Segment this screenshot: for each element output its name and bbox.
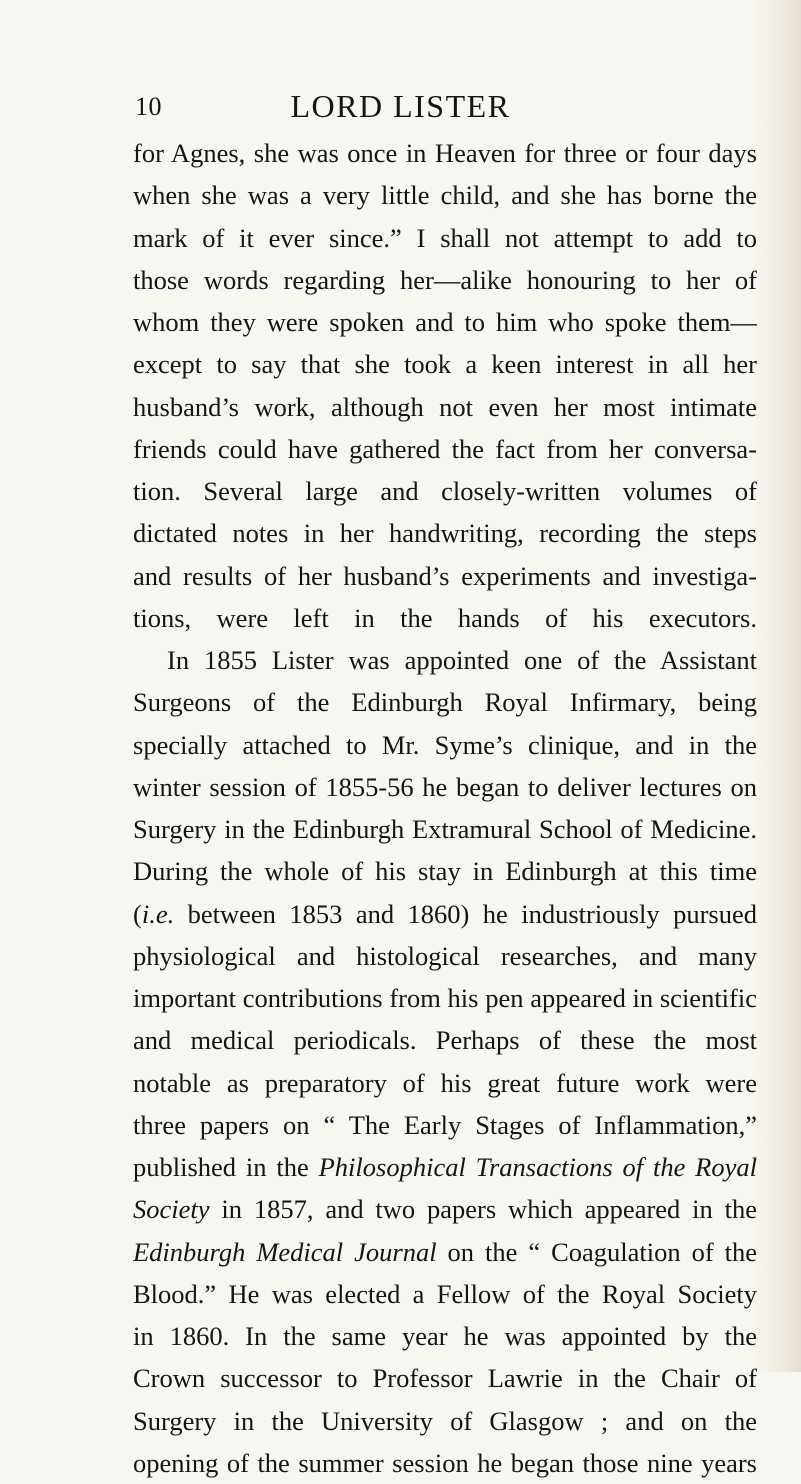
italic-text: Philosophical Transactions of the Royal xyxy=(318,1152,757,1182)
text-line xyxy=(133,1104,757,1146)
text-segment: Blood.” He was elected a Fellow of the Royal Society xyxy=(133,1278,757,1309)
text-line xyxy=(133,1357,757,1399)
text-segment: between 1853 and 1860) he industriously pursued xyxy=(174,898,757,929)
text-segment: husband’s work, although not even her most intimate xyxy=(133,391,757,422)
text-segment: whom they were spoken and to him who spoke them— xyxy=(133,307,757,337)
text-line xyxy=(133,386,757,428)
text-segment: friends could have gathered the fact from her conversa- xyxy=(133,433,757,464)
text-segment: tion. Several large and closely-written volumes of xyxy=(133,476,757,506)
running-head: LORD LISTER xyxy=(290,88,511,124)
text-line xyxy=(133,470,757,512)
text-segment: and medical periodicals. Perhaps of these the most xyxy=(133,1025,757,1056)
text-line xyxy=(133,1231,757,1273)
text-segment: winter session of 1855-56 he began to deliver lectures on xyxy=(133,771,757,802)
text-segment: In 1855 Lister was appointed one of the Assistant xyxy=(167,645,757,675)
text-line xyxy=(133,808,757,850)
text-line xyxy=(133,1273,757,1315)
body-text xyxy=(133,132,757,1484)
text-segment: except to say that she took a keen interest in all her xyxy=(133,349,757,380)
text-line xyxy=(133,428,757,470)
text-segment: ( xyxy=(133,898,142,929)
italic-text: Society xyxy=(133,1194,210,1225)
text-segment: Surgery in the University of Glasgow ; and on the xyxy=(133,1405,757,1436)
text-line xyxy=(133,850,757,892)
text-line xyxy=(133,893,757,935)
text-segment: During the whole of his stay in Edinburgh at this time xyxy=(133,856,757,887)
page-header xyxy=(0,88,801,128)
italic-text: Edinburgh Medical Journal xyxy=(133,1236,437,1267)
text-line xyxy=(133,935,757,977)
text-segment: specially attached to Mr. Syme’s clinique, and in the xyxy=(133,729,757,760)
text-line xyxy=(133,1019,757,1061)
text-segment: dictated notes in her handwriting, recording the steps xyxy=(133,518,757,549)
text-line xyxy=(133,1062,757,1104)
text-line xyxy=(133,639,757,681)
text-segment: Surgery in the Edinburgh Extramural School of Medicine. xyxy=(133,814,757,844)
text-line xyxy=(133,1146,757,1188)
text-segment: published in the xyxy=(133,1152,319,1182)
text-line xyxy=(133,1400,757,1442)
text-segment: tions, were left in the hands of his executors. xyxy=(133,602,757,633)
text-line xyxy=(133,512,757,554)
text-line xyxy=(133,1442,757,1484)
italic-text: i.e. xyxy=(141,898,175,929)
text-segment: in 1857, and two papers which appeared in the xyxy=(209,1194,757,1225)
text-line xyxy=(133,217,757,259)
text-line xyxy=(133,343,757,385)
text-segment: when she was a very little child, and she has borne the xyxy=(133,180,757,211)
text-segment: in 1860. In the same year he was appointed by the xyxy=(133,1321,757,1351)
text-segment: and results of her husband’s experiments and investiga- xyxy=(133,560,757,591)
text-segment: important contributions from his pen appeared in scientific xyxy=(133,983,757,1013)
text-line xyxy=(133,132,757,174)
text-segment: on the “ Coagulation of the xyxy=(436,1236,757,1267)
text-segment: opening of the summer session he began those nine years xyxy=(133,1447,757,1478)
text-line xyxy=(133,1315,757,1357)
text-line xyxy=(133,301,757,343)
text-line xyxy=(133,766,757,808)
text-segment: notable as preparatory of his great future work were xyxy=(133,1067,757,1098)
text-line xyxy=(133,681,757,723)
text-line xyxy=(133,724,757,766)
text-line xyxy=(133,259,757,301)
text-line xyxy=(133,977,757,1019)
page-number: 10 xyxy=(135,92,162,121)
text-segment: mark of it ever since.” I shall not attempt to add to xyxy=(133,222,757,253)
text-segment: Crown successor to Professor Lawrie in the Chair of xyxy=(133,1363,757,1394)
text-line xyxy=(133,174,757,216)
text-segment: physiological and histological researches, and many xyxy=(133,940,757,971)
text-segment: for Agnes, she was once in Heaven for three or four days xyxy=(133,138,757,168)
text-segment: Surgeons of the Edinburgh Royal Infirmary, being xyxy=(133,687,757,718)
text-segment: three papers on “ The Early Stages of Inflammation,” xyxy=(133,1109,757,1140)
text-segment: those words regarding her—alike honouring to her of xyxy=(133,264,757,295)
text-line xyxy=(133,1188,757,1230)
text-line xyxy=(133,597,757,639)
text-line xyxy=(133,555,757,597)
